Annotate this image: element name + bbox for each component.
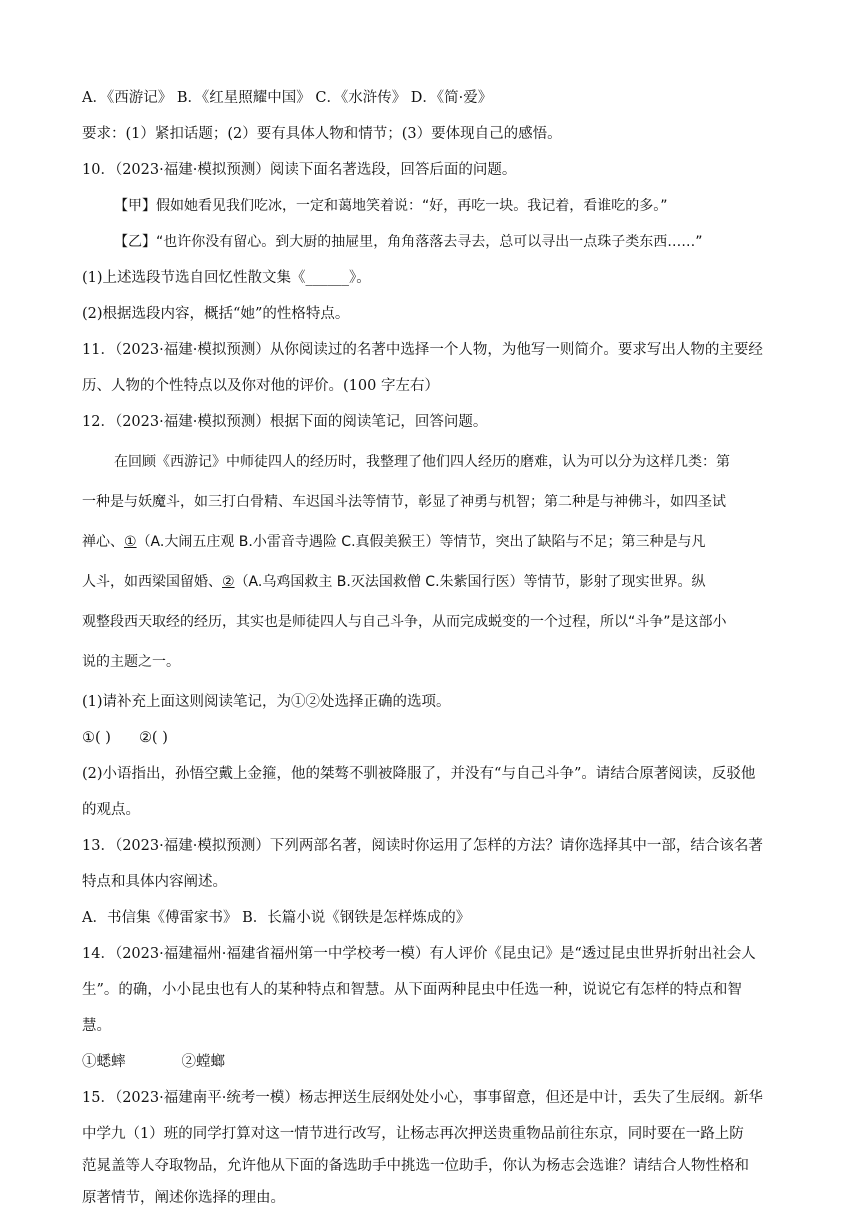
blank-marker-1: ① [124,534,137,550]
q15-stem-line1: 15．（2023·福建南平·统考一模）杨志押送生辰纲处处小心，事事留意，但还是中计，丢失了生辰纲。新华 [82,1090,763,1106]
q12-stem: 12．（2023·福建·模拟预测）根据下面的阅读笔记，回答问题。 [82,414,488,430]
q9-requirements: 要求：(1）紧扣话题；(2）要有具体人物和情节；(3）要体现自己的感悟。 [82,126,562,142]
q10-stem: 10．（2023·福建·模拟预测）阅读下面名著选段，回答后面的问题。 [82,162,517,178]
q14-stem-line1: 14．（2023·福建福州·福建省福州第一中学校考一模）有人评价《昆虫记》是“透过昆虫世界折射出社会人 [82,946,756,962]
note-text: 人斗，如西梁国留婚、 [82,574,222,590]
insect-option-1: ①蟋蟀 [82,1054,126,1070]
q14-stem-line2: 生”。的确，小小昆虫也有人的某种特点和智慧。从下面两种昆虫中任选一种，说说它有怎样的特点和智 [82,982,742,998]
q15-stem-line3: 范晁盖等人夺取物品，允许他从下面的备选助手中挑选一位助手，你认为杨志会选谁？请结合人物性格和 [82,1158,749,1174]
q12-note-line1: 在回顾《西游记》中师徒四人的经历时，我整理了他们四人经历的磨难，认为可以分为这样几类：第 [114,454,730,470]
q14-stem-line3: 慧。 [82,1018,111,1034]
q10-sub1: (1)上述选段节选自回忆性散文集《______》。 [82,270,371,286]
q11-stem-line2: 历、人物的个性特点以及你对他的评价。(100 字左右） [82,378,439,394]
q12-note-line2: 一种是与妖魔斗，如三打白骨精、车迟国斗法等情节，彰显了神勇与机智；第二种是与神佛斗，如四圣试 [82,494,726,510]
q12-sub1: (1)请补充上面这则阅读笔记，为①②处选择正确的选项。 [82,694,451,710]
q15-stem-line2: 中学九（1）班的同学打算对这一情节进行改写，让杨志再次押送贵重物品前往东京，同时要在一路上防 [82,1126,744,1142]
q12-note-line3 [82,532,790,552]
q14-options [82,1052,790,1072]
q11-stem-line1: 11．（2023·福建·模拟预测）从你阅读过的名著中选择一个人物，为他写一则简介。要求写出人物的主要经 [82,342,763,358]
q10-excerpt-b: 【乙】“也许你没有留心。到大厨的抽屉里，角角落落去寻去，总可以寻出一点珠子类东西……” [114,234,703,250]
q12-note-line6: 说的主题之一。 [82,654,180,670]
note-text: （A.大闹五庄观 B.小雷音寺遇险 C.真假美猴王）等情节，突出了缺陷与不足；第三种是与凡 [136,534,706,550]
note-text: 禅心、 [82,534,124,550]
answer-blank-1[interactable]: ①( ) [82,730,111,746]
q12-sub2-line1: (2)小语指出，孙悟空戴上金箍，他的桀骜不驯被降服了，并没有“与自己斗争”。请结合原著阅读，反驳他 [82,766,756,782]
insect-option-2: ②螳螂 [181,1054,225,1070]
q9-options: A．《西游记》 B．《红星照耀中国》 C．《水浒传》 D．《简·爱》 [82,90,493,106]
q13-stem-line2: 特点和具体内容阐述。 [82,874,227,890]
q12-answer-blanks [82,728,790,748]
q12-note-line5: 观整段西天取经的经历，其实也是师徒四人与自己斗争，从而完成蜕变的一个过程，所以“斗争”是这部小 [82,614,727,630]
q13-options: A．书信集《傅雷家书》 B．长篇小说《钢铁是怎样炼成的》 [82,910,471,926]
q10-sub2: (2)根据选段内容，概括“她”的性格特点。 [82,306,350,322]
note-text: （A.乌鸡国救主 B.灭法国救僧 C.朱紫国行医）等情节，影射了现实世界。纵 [234,574,706,590]
q12-sub2-line2: 的观点。 [82,802,140,818]
answer-blank-2[interactable]: ②( ) [138,730,168,746]
q13-stem-line1: 13．（2023·福建·模拟预测）下列两部名著，阅读时你运用了怎样的方法？请你选择其中一部，结合该名著 [82,838,763,854]
q15-stem-line4: 原著情节，阐述你选择的理由。 [82,1190,285,1206]
q12-note-line4 [82,572,790,592]
q10-excerpt-a: 【甲】假如她看见我们吃冰，一定和蔼地笑着说：“好，再吃一块。我记着，看谁吃的多。” [114,198,668,214]
blank-marker-2: ② [222,574,235,590]
